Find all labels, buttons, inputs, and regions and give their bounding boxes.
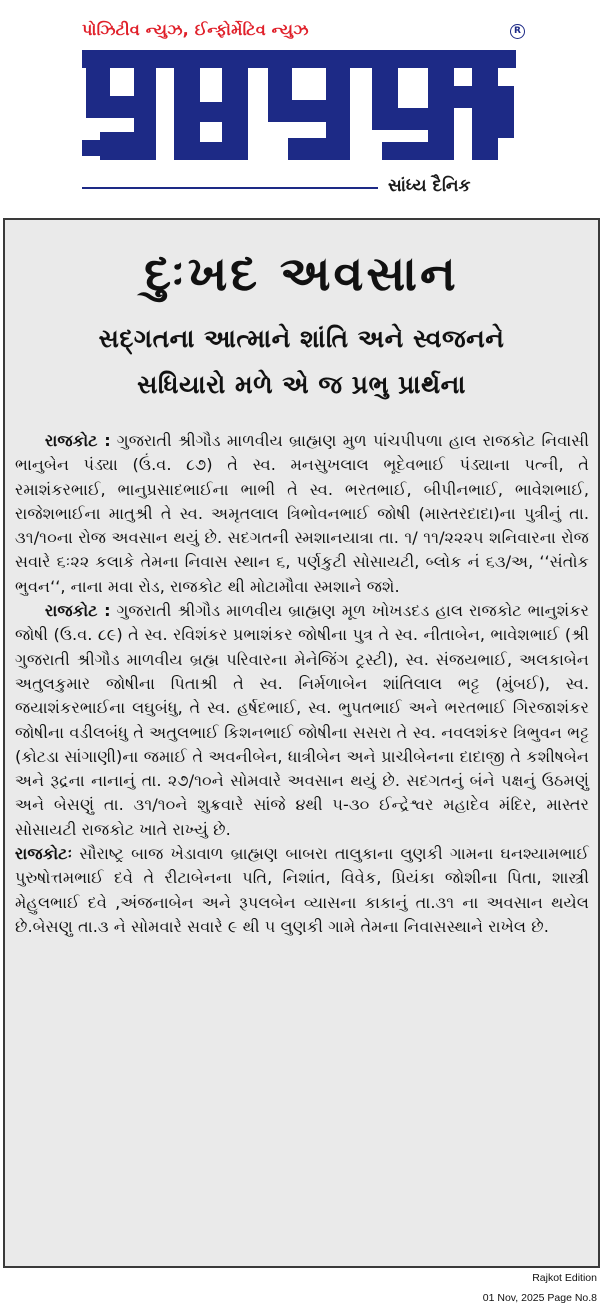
obituary-article [3, 218, 600, 1268]
newspaper-logo [82, 46, 516, 166]
obituary-paragraph [15, 429, 589, 599]
edition-label: Rajkot Edition [532, 1272, 597, 1284]
masthead-subtitle: સાંધ્ય દૈનિક [388, 176, 471, 196]
article-subhead-line2: સધિયારો મળે એ જ પ્રભુ પ્રાર્થના [137, 370, 466, 399]
subtitle-divider [82, 187, 378, 189]
dateline: રાજકોટ : [45, 601, 111, 621]
article-subhead-line1: સદ્ગતના આત્માને શાંતિ અને સ્વજનને [98, 324, 505, 353]
registered-mark: R [510, 24, 525, 39]
article-headline: દુઃખદ અવસાન [144, 246, 459, 302]
obituary-paragraph [15, 599, 589, 842]
obituary-paragraph [15, 842, 589, 939]
dateline: રાજકોટ : [45, 431, 111, 450]
article-body [15, 429, 589, 939]
masthead [0, 0, 605, 214]
dateline: રાજકોટઃ [15, 844, 73, 864]
page-info: 01 Nov, 2025 Page No.8 [482, 1292, 597, 1304]
masthead-tagline: પોઝિટીવ ન્યુઝ, ઈન્ફોર્મેટિવ ન્યુઝ [82, 20, 309, 39]
paragraph-text: ગુજરાતી શ્રીગૌડ માળવીય બ્રાહ્મણ મૂળ ખોખડદડ હાલ રાજકોટ ભાનુશંકર જોષી (ઉ.વ. ૮૯) તે સ્વ. રવિશંકર પ્રભાશંકર જોષીના પુત્ર તે સ્વ. નીતાબેન, ભાવેશભાઈ (શ્રી ગુજરાતી શ્રીગૌડ માળવીય બ્રહ્મ પરિવારના મેનેજિંગ ટ્રસ્ટી), સ્વ. સંજયભાઈ, અલકાબેન અતુલકુમાર જોષીના પિતાશ્રી તે સ્વ. નિર્મળાબેન શાંતિલાલ ભટ્ટ (મુંબઈ), સ્વ. જયાશંકરભાઈના લઘુબંધુ, તે સ્વ. હર્ષદભાઈ, સ્વ. ભુપતભાઈ અને ભરતભાઈ ગિરજાશંકર જોષીના વડીલબંધુ તે અતુલભાઈ કિશનભાઈ જોષીના સસરા તે સ્વ. નવલશંકર ત્રિભુવન ભટ્ટ (કોટડા સાંગાણી)ના જમાઈ તે અવનીબેન, ધાત્રીબેન અને પ્રાચીબેનના દાદાજી તે કશીષબેન અને રૂદ્રના નાનાનું તા. ૨૭/૧૦ને સોમવારે અવસાન થયું છે. સદગતનું બંને પક્ષનું ઉઠમણું અને બેસણું તા. ૩૧/૧૦ને શુક્રવારે સાંજે ૪થી ૫-૩૦ ઈન્દ્રેશ્વર મહાદેવ મંદિર, માસ્તર સોસાયટી રાજકોટ ખાતે રાખ્યું છે. [15, 601, 590, 839]
paragraph-text: સૌરાષ્ટ્ર બાજ ખેડાવાળ બ્રાહ્મણ બાબરા તાલુકાના લુણકી ગામના ઘનશ્યામભાઈ પુરુષોત્તમભાઈ દવે તે રીટાબેનના પતિ, નિશાંત, વિવેક, પ્રિયંકા જોશીના પિતા, શાસ્ત્રી મેહુલભાઈ દવે ,અંજનાબેન અને રૂપલબેન વ્યાસના કાકાનું તા.૩૧ ના અવસાન થયેલ છે.બેસણુ તા.૩ ને સોમવારે સવારે ૯ થી ૫ લુણકી ગામે તેમના નિવાસસ્થાને રાખેલ છે. [15, 844, 589, 936]
paragraph-text: ગુજરાતી શ્રીગૌડ માળવીય બ્રાહ્મણ મુળ પાંચપીપળા હાલ રાજકોટ નિવાસી ભાનુબેન પંડ્યા (ઉં.વ. ૮૭) તે સ્વ. મનસુખલાલ ભૂદેવભાઈ પંડ્યાના પત્ની, તે રમાશંકરભાઈ, ભાનુપ્રસાદભાઈના ભાભી તે સ્વ. ભરતભાઈ, બીપીનભાઈ, ભાવેશભાઈ, રાજેશભાઈના માતુશ્રી તે સ્વ. અમૃતલાલ ત્રિભોવનભાઈ જોષી (માસ્તરદાદા)ના પુત્રીનું તા. ૩૧/૧૦ના રોજ અવસાન થયું છે. સદગતની સ્મશાનયાત્રા તા. ૧/ ૧૧/૨૨૨૫ શનિવારના રોજ સવારે ૬ઃ૨૨ કલાકે તેમના નિવાસ સ્થાન ૬, પર્ણકુટી સોસાયટી, બ્લોક નં ૬૩/અ, ‘‘સંતોક ભુવન‘‘, નાના મવા રોડ, રાજકોટ થી મોટામૌવા સ્મશાને જશે. [15, 431, 589, 596]
